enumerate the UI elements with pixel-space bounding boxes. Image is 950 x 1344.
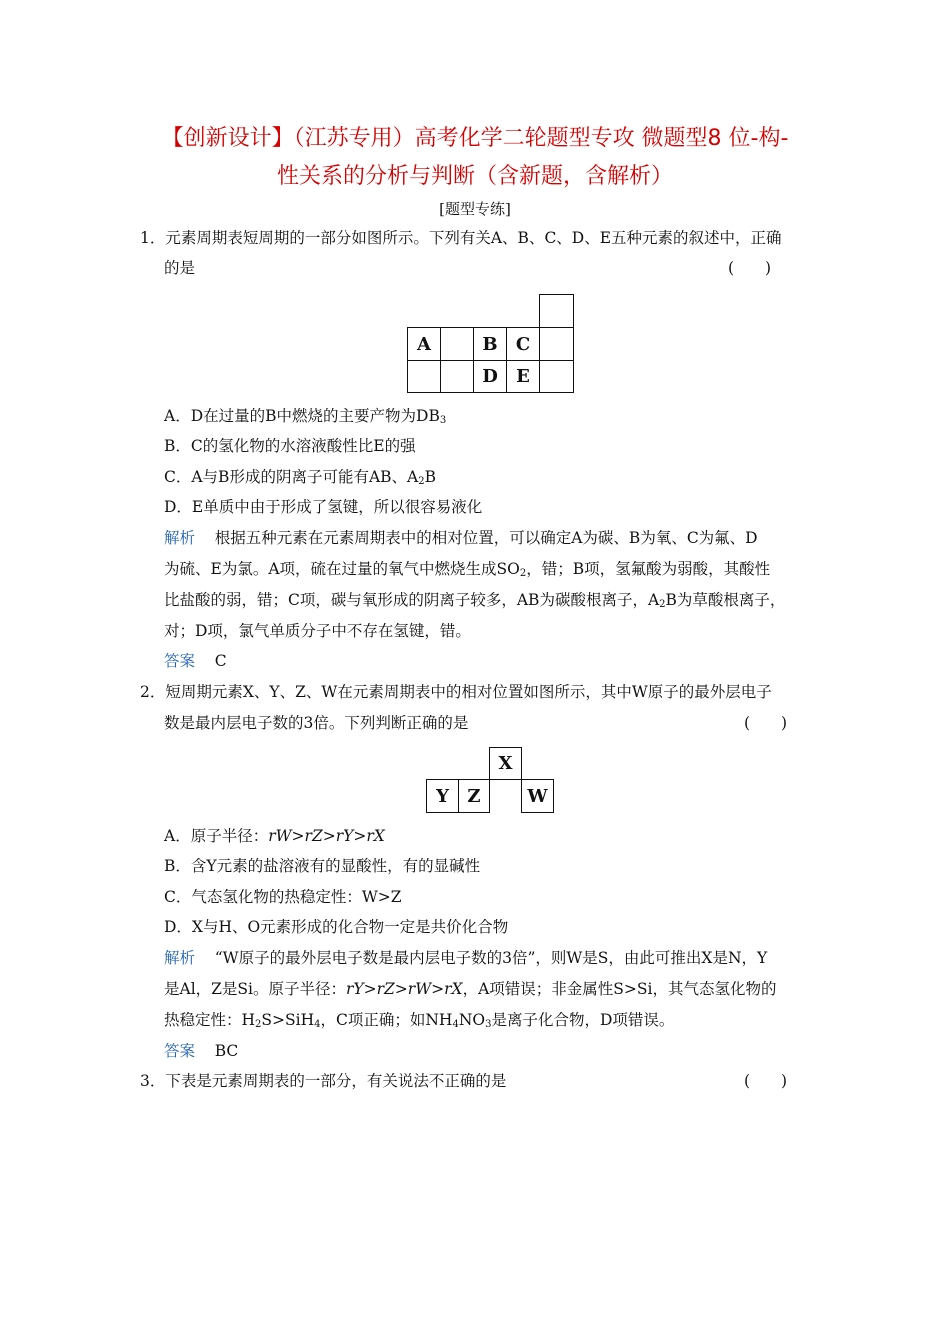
q1-answer-blank: ( ) [728,259,772,277]
q2-radius-expression: rW>rZ>rY>rX [268,827,385,845]
q1-answer [164,650,227,672]
q1-cell-empty-top [539,294,574,328]
q1-cell-empty [539,360,574,393]
q2-answer-label: 答案 [164,1042,196,1060]
q1-explanation-line-2: 为硫、E为氯。A项，硫在过量的氧气中燃烧生成$SO_2$，错；B项，氢氟酸为弱酸，其酸性 [164,560,771,579]
q1-stem-line-2: 的是 [164,259,196,277]
q2-explanation-line-3: 热稳定性：$H_2S>SiH_4$，C项正确；如$NH_4NO_3$是离子化合物，D项错误。 [164,1011,675,1030]
q1-cell-e: E [506,360,540,393]
q1-cell-empty [407,360,441,393]
q2-explanation-line-2: 是Al，Z是Si。原子半径：rY>rZ>rW>rX，A项错误；非金属性S>Si，其气态氢化物的 [164,980,777,998]
q2-cell-x: X [489,747,522,780]
q1-option-a: A．D在过量的B中燃烧的主要产物为$DB_3$ [164,407,447,426]
q2-option-b: B．含Y元素的盐溶液有的显酸性，有的显碱性 [164,857,481,875]
q1-cell-empty [440,327,474,361]
q1-explanation-label: 解析 [164,529,196,547]
q1-cell-empty [539,327,574,361]
q2-stem-line-1: 2．短周期元素X、Y、Z、W在元素周期表中的相对位置如图所示，其中W原子的最外层电子 [140,683,772,701]
document-title [120,120,830,196]
q1-cell-c: C [506,327,540,361]
q1-option-d: D．E单质中由于形成了氢键，所以很容易液化 [164,498,483,516]
q1-explanation-line-3: 比盐酸的弱，错；C项，碳与氧形成的阴离子较多，AB为碳酸根离子，$A_2B$为草酸根离子， [164,591,786,610]
q1-stem-line-1: 1．元素周期表短周期的一部分如图所示。下列有关A、B、C、D、E五种元素的叙述中，正确 [140,229,782,247]
q1-option-b: B．C的氢化物的水溶液酸性比E的强 [164,437,416,455]
q2-option-d: D．X与H、O元素形成的化合物一定是共价化合物 [164,918,509,936]
q3-answer-blank: ( ) [744,1072,788,1090]
q3-stem-line-1: 3．下表是元素周期表的一部分，有关说法不正确的是 [140,1072,507,1090]
q2-option-c: C．气态氢化物的热稳定性：W>Z [164,888,402,906]
q1-answer-label: 答案 [164,652,196,670]
q1-option-c: C．A与B形成的阴离子可能有AB、$A_2B$ [164,468,436,487]
q2-cell-y: Y [426,779,459,813]
q1-answer-value: C [214,652,227,670]
section-subtitle: [题型专练] [439,200,511,218]
title-line-2: 性关系的分析与判断（含新题，含解析） [276,164,673,189]
q1-cell-d: D [473,360,507,393]
q1-explanation-line-1: 解析 根据五种元素在元素周期表中的相对位置，可以确定A为碳、B为氧、C为氟、D [164,529,758,547]
title-line-1: 【创新设计】（江苏专用）高考化学二轮题型专攻 微题型8 位-构- [161,126,789,151]
q1-cell-a: A [407,327,441,361]
q1-explanation-line-4: 对；D项，氯气单质分子中不存在氢键，错。 [164,622,471,640]
q2-answer-value: BC [214,1042,239,1060]
q2-explanation-line-1: 解析 “W原子的最外层电子数是最内层电子数的3倍”，则W是S，由此可推出X是N，Y [164,949,768,967]
q2-answer [164,1040,238,1062]
q2-cell-w: W [521,779,554,813]
q2-cell-z: Z [458,779,490,813]
q1-cell-b: B [473,327,507,361]
q2-explanation-label: 解析 [164,949,196,967]
q2-answer-blank: ( ) [744,714,788,732]
q1-cell-empty [440,360,474,393]
q2-stem-line-2: 数是最内层电子数的3倍。下列判断正确的是 [164,714,469,732]
q2-option-a: A．原子半径：rW>rZ>rY>rX [164,827,385,845]
